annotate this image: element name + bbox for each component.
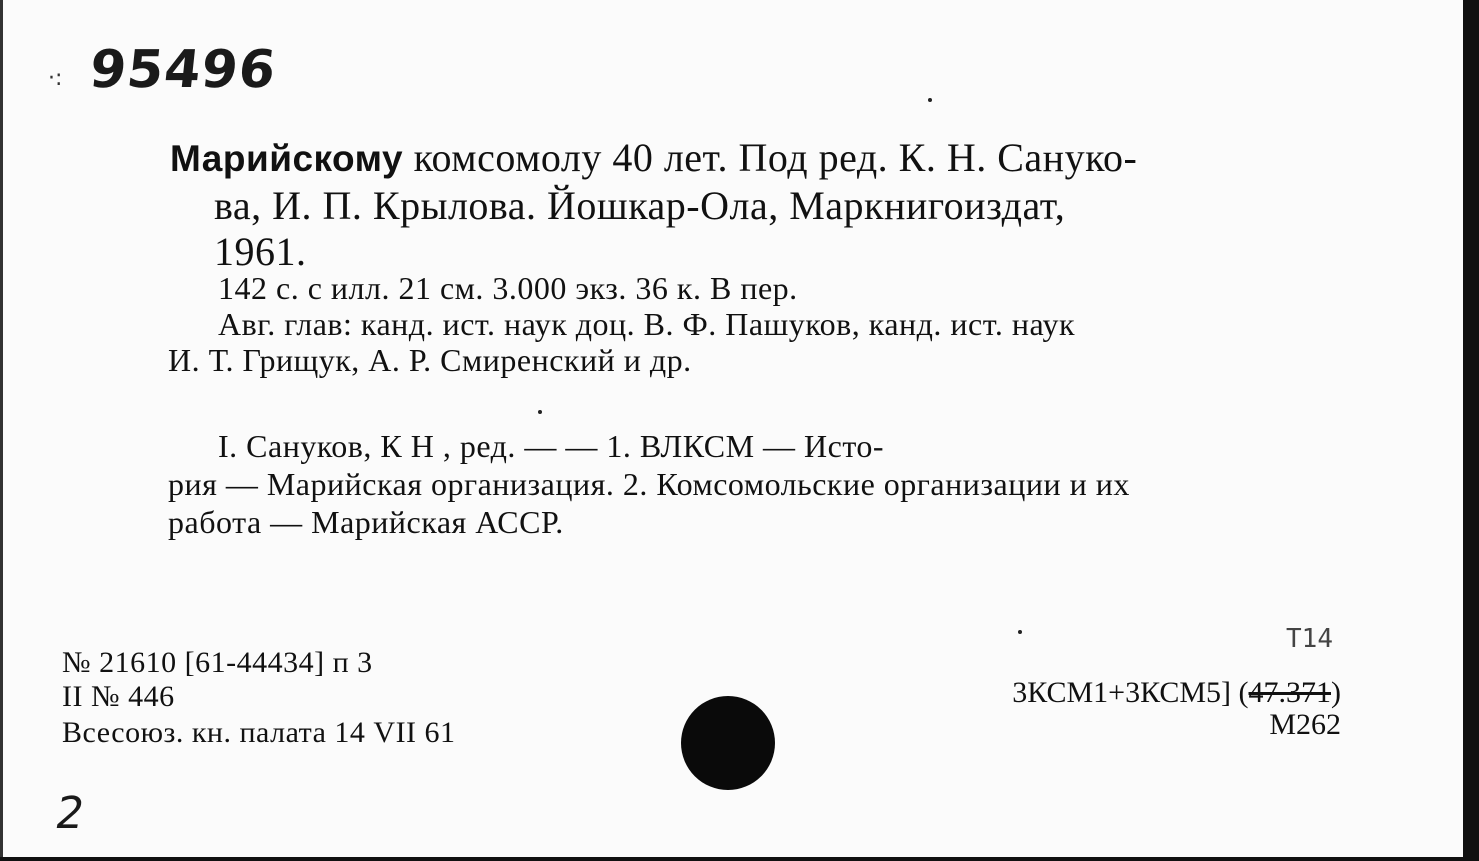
title-lead-word: Марийскому xyxy=(170,138,404,179)
authors-line-2: И. Т. Грищук, А. Р. Смиренский и др. xyxy=(168,342,692,378)
subjects-line-2: рия — Марийская организация. 2. Комсомольские организации и их xyxy=(168,466,1130,502)
classification-code-prefix: 3КСМ1+3КСМ5] ( xyxy=(1012,676,1249,709)
speck xyxy=(928,98,932,102)
register-line-3: Всесоюз. кн. палата 14 VII 61 xyxy=(62,716,456,749)
accession-marks: ·: xyxy=(48,66,63,91)
title-line-3: 1961. xyxy=(214,229,307,274)
title-line-2: ва, И. П. Крылова. Йошкар-Ола, Маркнигоиздат, xyxy=(214,183,1066,228)
card-bottom-edge xyxy=(0,857,1479,861)
card-right-edge xyxy=(1463,0,1479,861)
physical-description: 142 с. с илл. 21 см. 3.000 экз. 36 к. В пер. xyxy=(218,270,798,306)
classification-mark: Т14 xyxy=(1286,624,1333,654)
classification-code-suffix: ) xyxy=(1331,676,1341,709)
authors-line-1: Авг. глав: канд. ист. наук доц. В. Ф. Пашуков, канд. ист. наук xyxy=(218,306,1076,342)
title-line-1-rest: комсомолу 40 лет. Под ред. К. Н. Сануко- xyxy=(413,135,1138,180)
punch-hole xyxy=(681,696,775,790)
register-line-2: II № 446 xyxy=(62,680,175,713)
speck xyxy=(538,410,542,414)
title-line-1 xyxy=(170,134,1137,181)
cutter-number: М262 xyxy=(1269,708,1341,741)
register-line-1: № 21610 [61-44434] п 3 xyxy=(62,646,373,679)
shelf-mark: 2 xyxy=(51,788,89,839)
classification-code xyxy=(1012,676,1341,710)
subjects-line-3: работа — Марийская АССР. xyxy=(168,504,564,540)
accession-number: 95496 xyxy=(86,40,280,100)
subjects-line-1: I. Сануков, К Н , ред. — — 1. ВЛКСМ — Исто- xyxy=(218,428,885,464)
card-left-edge xyxy=(0,0,3,861)
speck xyxy=(1018,630,1022,634)
classification-code-struck: 47.371 xyxy=(1248,676,1331,709)
